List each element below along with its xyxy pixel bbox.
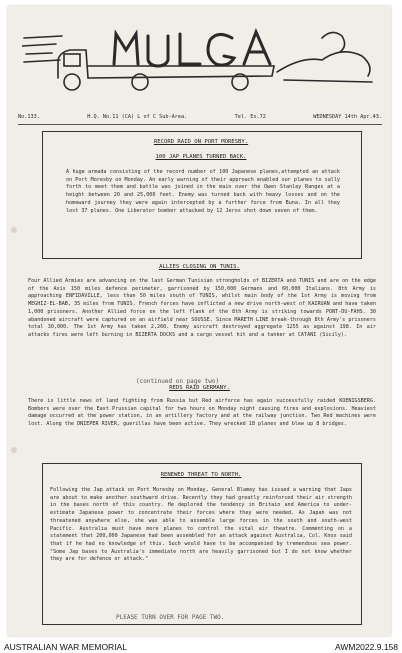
story3-body — [28, 398, 376, 429]
story1-kicker: RECORD RAID ON PORT MORESBY. — [153, 139, 249, 145]
archive-footer — [0, 641, 402, 653]
story1-headline: 100 JAP PLANES TURNED BACK. — [155, 154, 247, 160]
headquarters-line: H.Q. No.11 (CA) L of C Sub-Area. — [87, 114, 188, 120]
divider — [18, 124, 382, 125]
story1-body — [66, 169, 340, 215]
issue-info-line — [18, 114, 382, 120]
story4-body — [50, 487, 352, 564]
footer-catalogue-number: AWM2022.9.158 — [335, 642, 398, 652]
issue-date: WEDNESDAY 14th Apr.43. — [313, 114, 382, 120]
masthead-truck-illustration — [22, 16, 377, 98]
please-turn-note: PLEASE TURN OVER FOR PAGE TWO. — [116, 614, 225, 621]
telephone-extension: Tel. Ex.72 — [234, 114, 266, 120]
story4-paragraph: Following the Jap attack on Port Moresby on Monday, General Blamey has issued a warning that Japs are about to make another southward drive. Recently they had greatly reinforced their air strength in the bases north of this country. He deplored the tendency in Britain and America to under-estimate Japanese power to concentrate their forces where they were needed. As Japan was not threatened anywhere else, she was able to assemble large forces in the south and south-west Pacific. Australia must have more planes to control the vital air theatre. Commenting on a statement that 200,000 Japanese had been assembled for an attack against Australia, Col. Knox said that if he had no knowledge of this. Such would have to be accompanied by tremendous sea power. "Some Jap bases to Australia's immediate north are heavily garrisoned but I do not know whether they are for defence or attack." — [50, 487, 352, 563]
issue-number: No.133. — [18, 114, 40, 120]
story1-paragraph: A huge armada consisting of the record number of 100 Japanese planes,attempted an attack on Port Moresby on Monday. An early warning of their approach enabled our planes to sally forth to meet them and battle was joined in the main over the Owen Stanley Ranges at a height between 20 and 25,000 feet. Enemy was turned back with heavy losses and on the homeward journey they were again intercepted by a further force from Buna. In all they lost 37 planes. One Liberator bomber attacked by 12 Jeros shot down seven of them. — [66, 169, 340, 214]
story2-paragraph: Four Allied Armies are advancing on the last German Tunisian strongholds of BIZERTA and TUNIS and are on the edge of the Axis 150 miles defence perimeter, garrisoned by 150,000 Germans and 60,000 Italians. 8th Army is approaching ENFIDAVILLE, less than 50 miles south of TUNIS, whilst main body of the 1st Army is moving from MEGHIZ-EL-BAB, 35 miles from TUNIS. French forces have inflicted a new drive north-west of KAIRUAN and have taken 1,000 prisoners. Another Allied force on the left flank of the 8th Army is striking towards PONT-DU-FAHS. 30 abandoned aircraft were captured on an airfield near SOUSSE. Since MARETH LINE break-through 8th Army's prisoners total 30,000. The 1st Army has taken 2,260. Enemy aircraft destroyed aggregate 1255 as against 198. In air attacks fires were left burning in BIZERTA DOCKS and a cargo vessel hit and a tanker at CATANI (Sicily). — [28, 278, 376, 338]
story4-headline: RENEWED THREAT TO NORTH. — [160, 472, 242, 478]
story3-headline: REDS RAID GERMANY. — [169, 385, 230, 391]
footer-institution: AUSTRALIAN WAR MEMORIAL — [4, 642, 127, 652]
story2-body — [28, 278, 376, 340]
newsletter-page — [8, 6, 391, 636]
continued-note: (continued on page two) — [136, 378, 220, 385]
story2-headline: ALLIES CLOSING ON TUNIS. — [159, 264, 240, 270]
binding-holes — [8, 6, 22, 636]
story3-paragraph: There is little news of land fighting from Russia but Red airforce has again successfully raided KOENIGSBERG. Bombers were over the East Prussian capital for two hours on Monday night causing fires and explosions. Heaviest damage occurred at the power station, in an artillery factory and at the railway junction. Two Red machines were lost. Along the DNIEPER RIVER, guerillas have been active. They wrecked 18 planes and blew up 8 bridges. — [28, 398, 376, 428]
